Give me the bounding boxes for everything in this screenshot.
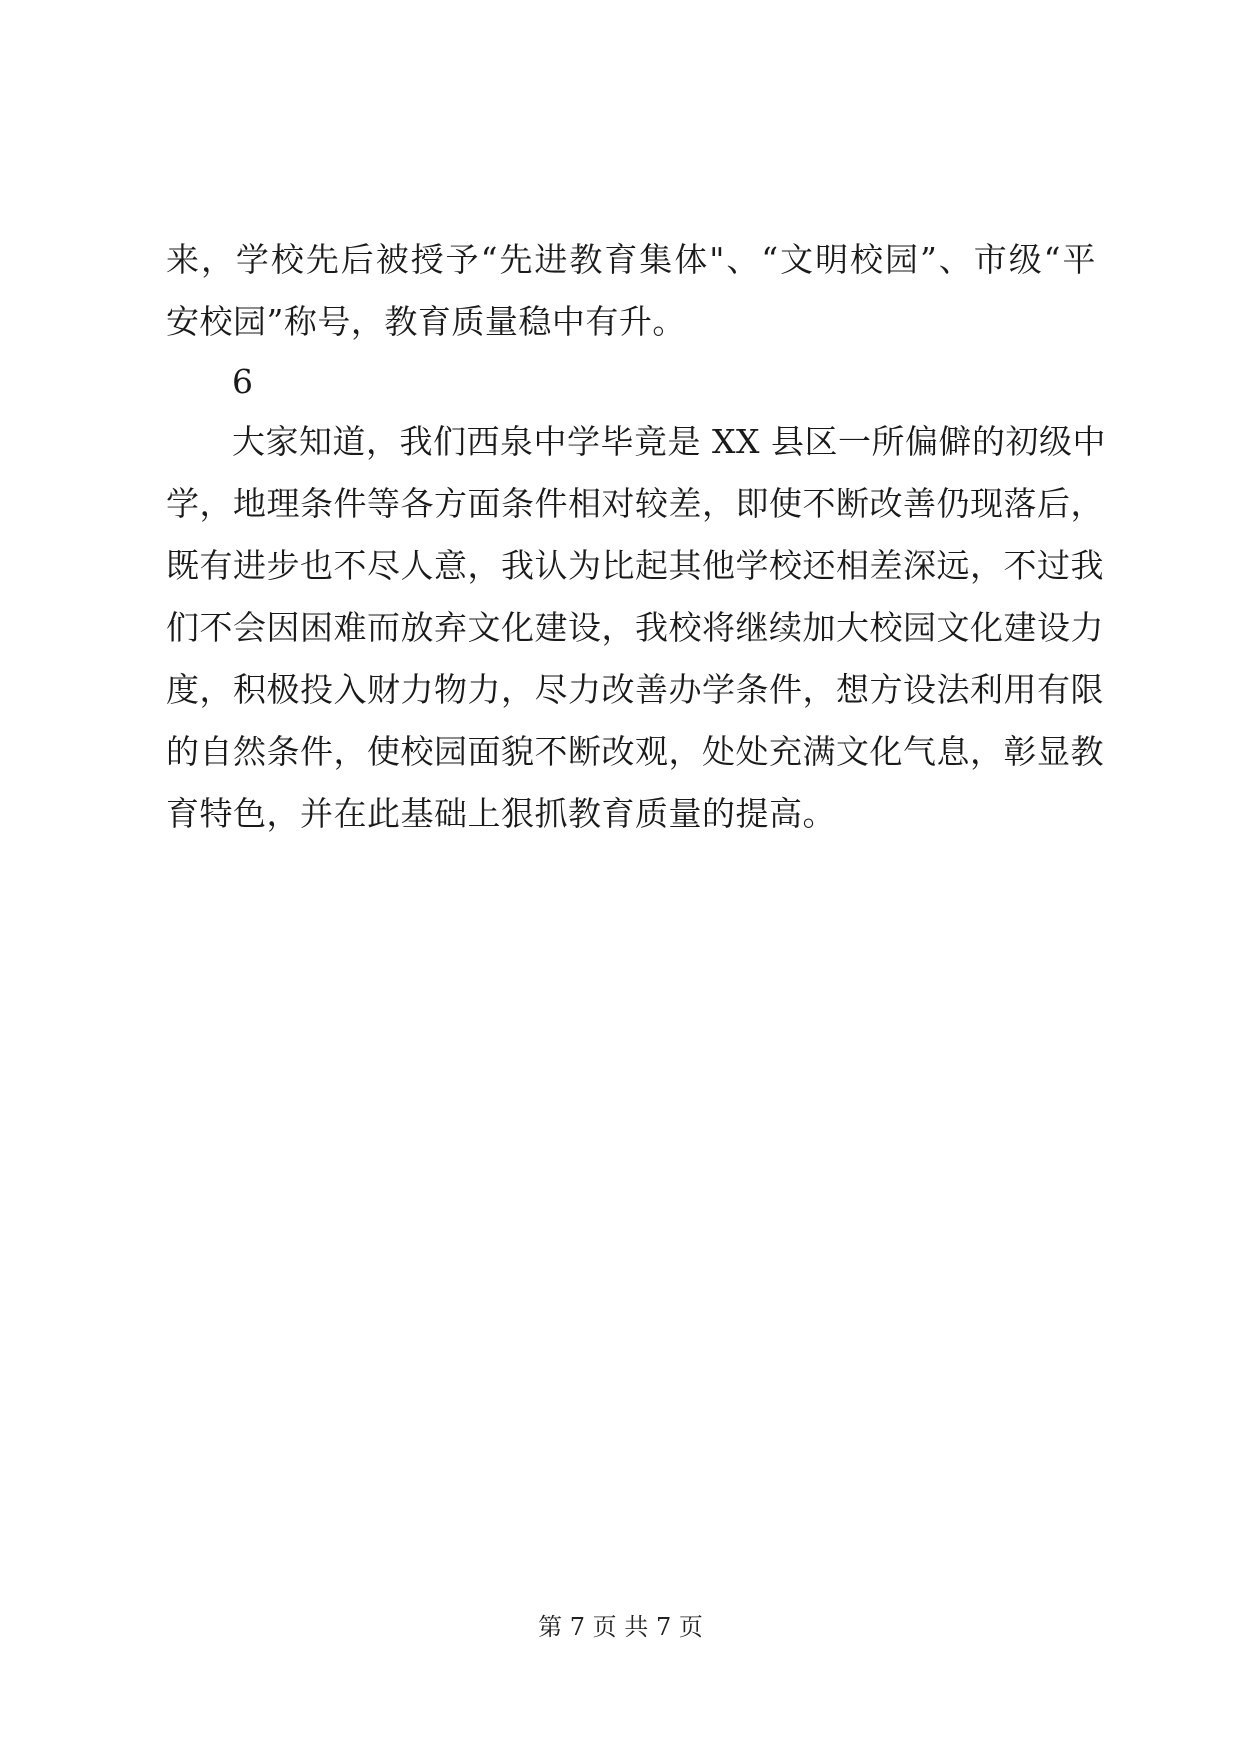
section-number: 6 (232, 362, 253, 401)
paragraph-line: 既有进步也不尽人意，我认为比起其他学校还相差深远，不过我 (166, 546, 1104, 585)
paragraph-line: 来，学校先后被授予“先进教育集体"、“文明校园”、市级“平 (166, 240, 1096, 279)
page-footer: 第 7 页 共 7 页 (538, 1613, 703, 1641)
paragraph-line: 育特色，并在此基础上狠抓教育质量的提高。 (166, 794, 836, 833)
paragraph-line: 大家知道，我们西泉中学毕竟是 XX 县区一所偏僻的初级中 (232, 422, 1106, 461)
paragraph-line: 学，地理条件等各方面条件相对较差，即使不断改善仍现落后， (166, 484, 1104, 523)
paragraph-line: 的自然条件，使校园面貌不断改观，处处充满文化气息，彰显教 (166, 732, 1104, 771)
paragraph-line: 度，积极投入财力物力，尽力改善办学条件，想方设法利用有限 (166, 670, 1104, 709)
paragraph-line: 们不会因困难而放弃文化建设，我校将继续加大校园文化建设力 (166, 608, 1104, 647)
paragraph-line: 安校园”称号，教育质量稳中有升。 (166, 302, 686, 341)
